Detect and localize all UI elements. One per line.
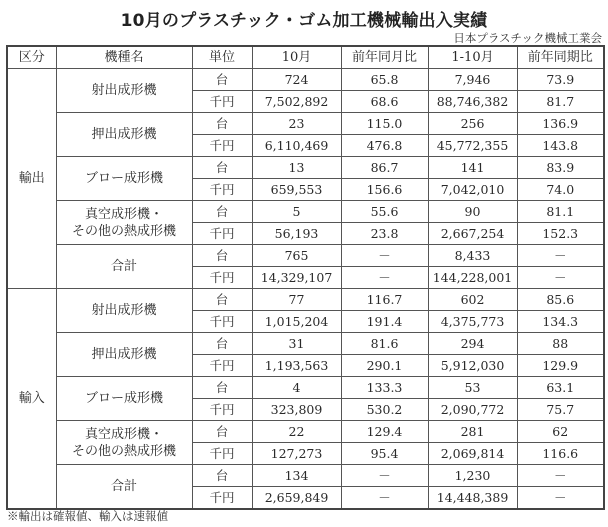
ytd-yoy-cell: 143.8: [517, 135, 604, 157]
ytd-cell: 53: [428, 377, 517, 399]
trade-table: [6, 45, 605, 510]
ytd-cell: 1,230: [428, 465, 517, 487]
ytd-yoy-cell: 81.1: [517, 201, 604, 223]
machine-name: [56, 201, 192, 245]
table-row: [7, 157, 604, 179]
ytd-cell: 294: [428, 333, 517, 355]
ytd-yoy-cell: 136.9: [517, 113, 604, 135]
machine-name-line2: その他の熱成形機: [71, 223, 176, 239]
unit-cell: 千円: [192, 487, 252, 510]
ytd-cell: 7,946: [428, 69, 517, 91]
month-yoy-cell: 530.2: [341, 399, 428, 421]
ytd-yoy-cell: 63.1: [517, 377, 604, 399]
unit-cell: 台: [192, 377, 252, 399]
ytd-yoy-cell: 73.9: [517, 69, 604, 91]
page-title: 10月のプラスチック・ゴム加工機械輸出入実績: [120, 11, 488, 31]
ytd-yoy-cell: 88: [517, 333, 604, 355]
ytd-cell: 141: [428, 157, 517, 179]
footnote: ※輸出は確報値、輸入は速報値: [7, 509, 168, 523]
ytd-cell: 7,042,010: [428, 179, 517, 201]
month-cell: 1,015,204: [252, 311, 341, 333]
table-row: [7, 333, 604, 355]
month-yoy-cell: －: [341, 465, 428, 487]
table-row: [7, 201, 604, 223]
unit-cell: 台: [192, 157, 252, 179]
unit-cell: 台: [192, 113, 252, 135]
machine-name: ブロー成形機: [56, 157, 192, 201]
unit-cell: 台: [192, 245, 252, 267]
machine-name-total: 合計: [56, 465, 192, 510]
ytd-cell: 5,912,030: [428, 355, 517, 377]
table-row: [7, 377, 604, 399]
ytd-cell: 602: [428, 289, 517, 311]
machine-name: [56, 421, 192, 465]
machine-name-total: 合計: [56, 245, 192, 289]
ytd-yoy-cell: 75.7: [517, 399, 604, 421]
header-unit: 単位: [192, 46, 252, 69]
month-yoy-cell: 55.6: [341, 201, 428, 223]
month-cell: 6,110,469: [252, 135, 341, 157]
ytd-cell: 90: [428, 201, 517, 223]
unit-cell: 台: [192, 421, 252, 443]
unit-cell: 千円: [192, 355, 252, 377]
ytd-yoy-cell: 134.3: [517, 311, 604, 333]
machine-name: 射出成形機: [56, 289, 192, 333]
month-yoy-cell: 65.8: [341, 69, 428, 91]
ytd-cell: 281: [428, 421, 517, 443]
month-cell: 31: [252, 333, 341, 355]
category-export: 輸出: [7, 69, 56, 289]
month-cell: 5: [252, 201, 341, 223]
unit-cell: 千円: [192, 443, 252, 465]
month-cell: 13: [252, 157, 341, 179]
month-cell: 22: [252, 421, 341, 443]
machine-name-line2: その他の熱成形機: [71, 443, 176, 459]
month-yoy-cell: －: [341, 487, 428, 510]
month-yoy-cell: 156.6: [341, 179, 428, 201]
ytd-cell: 45,772,355: [428, 135, 517, 157]
month-yoy-cell: 23.8: [341, 223, 428, 245]
header-month: 10月: [252, 46, 341, 69]
ytd-yoy-cell: 74.0: [517, 179, 604, 201]
unit-cell: 千円: [192, 135, 252, 157]
month-cell: 765: [252, 245, 341, 267]
month-cell: 23: [252, 113, 341, 135]
unit-cell: 台: [192, 201, 252, 223]
ytd-yoy-cell: 62: [517, 421, 604, 443]
unit-cell: 千円: [192, 311, 252, 333]
ytd-yoy-cell: 85.6: [517, 289, 604, 311]
header-ytd-yoy: 前年同期比: [517, 46, 604, 69]
category-import: 輸入: [7, 289, 56, 510]
ytd-cell: 144,228,001: [428, 267, 517, 289]
machine-name: 押出成形機: [56, 333, 192, 377]
machine-name: 射出成形機: [56, 69, 192, 113]
ytd-cell: 256: [428, 113, 517, 135]
month-cell: 323,809: [252, 399, 341, 421]
month-yoy-cell: 68.6: [341, 91, 428, 113]
month-yoy-cell: 476.8: [341, 135, 428, 157]
unit-cell: 千円: [192, 179, 252, 201]
machine-name: 押出成形機: [56, 113, 192, 157]
unit-cell: 台: [192, 333, 252, 355]
month-cell: 14,329,107: [252, 267, 341, 289]
ytd-cell: 2,667,254: [428, 223, 517, 245]
month-cell: 659,553: [252, 179, 341, 201]
header-category: 区分: [7, 46, 56, 69]
unit-cell: 千円: [192, 223, 252, 245]
month-cell: 7,502,892: [252, 91, 341, 113]
table-row: [7, 421, 604, 443]
ytd-yoy-cell: 83.9: [517, 157, 604, 179]
month-yoy-cell: 129.4: [341, 421, 428, 443]
ytd-cell: 2,069,814: [428, 443, 517, 465]
ytd-cell: 4,375,773: [428, 311, 517, 333]
month-yoy-cell: 116.7: [341, 289, 428, 311]
unit-cell: 千円: [192, 399, 252, 421]
unit-cell: 台: [192, 69, 252, 91]
month-cell: 134: [252, 465, 341, 487]
ytd-yoy-cell: －: [517, 465, 604, 487]
month-cell: 4: [252, 377, 341, 399]
month-cell: 77: [252, 289, 341, 311]
month-cell: 56,193: [252, 223, 341, 245]
ytd-cell: 8,433: [428, 245, 517, 267]
header-machine: 機種名: [56, 46, 192, 69]
source-label: 日本プラスチック機械工業会: [453, 31, 602, 45]
table-row: [7, 245, 604, 267]
ytd-yoy-cell: －: [517, 267, 604, 289]
ytd-cell: 88,746,382: [428, 91, 517, 113]
ytd-yoy-cell: 81.7: [517, 91, 604, 113]
unit-cell: 台: [192, 465, 252, 487]
unit-cell: 千円: [192, 91, 252, 113]
month-yoy-cell: 191.4: [341, 311, 428, 333]
machine-name: ブロー成形機: [56, 377, 192, 421]
machine-name-line1: 真空成形機・: [84, 426, 163, 442]
header-month-yoy: 前年同月比: [341, 46, 428, 69]
ytd-yoy-cell: －: [517, 245, 604, 267]
month-cell: 724: [252, 69, 341, 91]
ytd-yoy-cell: 116.6: [517, 443, 604, 465]
ytd-cell: 2,090,772: [428, 399, 517, 421]
unit-cell: 台: [192, 289, 252, 311]
month-yoy-cell: 95.4: [341, 443, 428, 465]
ytd-yoy-cell: －: [517, 487, 604, 510]
header-ytd: 1-10月: [428, 46, 517, 69]
ytd-yoy-cell: 152.3: [517, 223, 604, 245]
month-yoy-cell: 290.1: [341, 355, 428, 377]
month-yoy-cell: 115.0: [341, 113, 428, 135]
ytd-yoy-cell: 129.9: [517, 355, 604, 377]
month-cell: 127,273: [252, 443, 341, 465]
table-row: [7, 465, 604, 487]
table-row: [7, 289, 604, 311]
unit-cell: 千円: [192, 267, 252, 289]
month-yoy-cell: 86.7: [341, 157, 428, 179]
month-yoy-cell: 133.3: [341, 377, 428, 399]
ytd-cell: 14,448,389: [428, 487, 517, 510]
month-yoy-cell: －: [341, 267, 428, 289]
month-yoy-cell: －: [341, 245, 428, 267]
table-row: [7, 113, 604, 135]
month-cell: 2,659,849: [252, 487, 341, 510]
header-row: [7, 46, 604, 69]
month-yoy-cell: 81.6: [341, 333, 428, 355]
machine-name-line1: 真空成形機・: [84, 206, 163, 222]
month-cell: 1,193,563: [252, 355, 341, 377]
table-row: [7, 69, 604, 91]
